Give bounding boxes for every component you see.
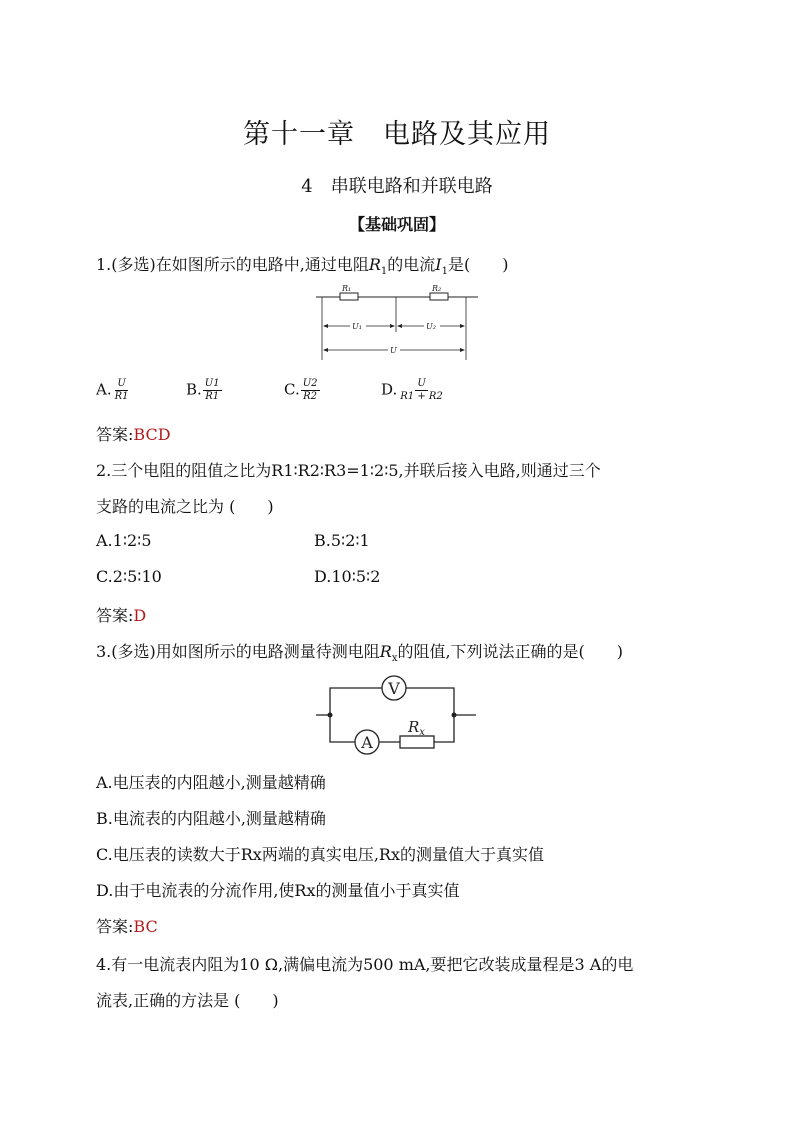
u1-label: U₁: [352, 322, 362, 331]
chapter-title: 第十一章 电路及其应用: [243, 119, 551, 150]
u-label: U: [390, 346, 397, 355]
question-2-stem-line2: 支路的电流之比为 ( ): [96, 497, 274, 516]
section-title: 4 串联电路和并联电路: [301, 176, 493, 197]
q2-option-d[interactable]: D.10∶5∶2: [314, 567, 381, 586]
q2-option-c[interactable]: C.2∶5∶10: [96, 567, 162, 586]
ammeter-label: A: [361, 733, 373, 752]
q3-answer: 答案:BC: [96, 917, 158, 936]
voltmeter-label: V: [388, 679, 400, 698]
rx-label: $R_x$: [408, 718, 425, 738]
q2-option-a[interactable]: A.1∶2∶5: [96, 531, 152, 550]
series-circuit-figure: [312, 280, 484, 362]
question-3-stem: 3.(多选)用如图所示的电路测量待测电阻$R_x$的阻值,下列说法正确的是( ): [96, 642, 624, 665]
question-4-stem-line2: 流表,正确的方法是 ( ): [96, 991, 279, 1010]
q1-option-d[interactable]: D. $\frac{U}{R1 + R2}$: [381, 378, 443, 402]
measurement-circuit-figure: [312, 670, 480, 756]
q1-option-b[interactable]: B. $\frac{U1}{R1}$: [186, 378, 220, 402]
q1-option-a[interactable]: A. $\frac{U}{R1}$: [96, 378, 129, 402]
q2-option-b[interactable]: B.5∶2∶1: [314, 531, 370, 550]
question-1-stem: 1.(多选)在如图所示的电路中,通过电阻$R_1$的电流$I_1$是( ): [96, 255, 509, 278]
q3-option-a[interactable]: A.电压表的内阻越小,测量越精确: [96, 773, 326, 792]
q1-answer: 答案:BCD: [96, 425, 171, 444]
q3-option-d[interactable]: D.由于电流表的分流作用,使Rx的测量值小于真实值: [96, 881, 460, 900]
r2-label: R₂: [432, 284, 442, 293]
question-2-stem-line1: 2.三个电阻的阻值之比为R1∶R2∶R3=1∶2∶5,并联后接入电路,则通过三个: [96, 461, 601, 480]
q3-option-c[interactable]: C.电压表的读数大于Rx两端的真实电压,Rx的测量值大于真实值: [96, 845, 544, 864]
u2-label: U₂: [426, 322, 436, 331]
block-title: 【基础巩固】: [348, 215, 445, 234]
question-4-stem-line1: 4.有一电流表内阻为10 Ω,满偏电流为500 mA,要把它改装成量程是3 A的电: [96, 955, 634, 974]
q1-option-c[interactable]: C. $\frac{U2}{R2}$: [284, 378, 318, 402]
r1-label: R₁: [342, 284, 352, 293]
q2-answer: 答案:D: [96, 606, 147, 625]
q3-option-b[interactable]: B.电流表的内阻越小,测量越精确: [96, 809, 326, 828]
